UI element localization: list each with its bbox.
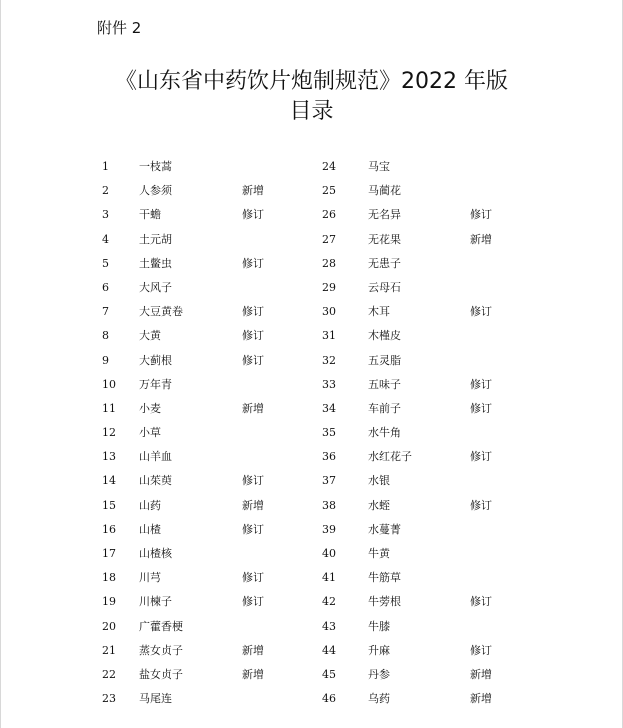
entry-number: 18 [102, 571, 116, 585]
medicine-name: 五味子 [368, 377, 401, 391]
table-row [1, 324, 623, 348]
entry-status: 新增 [242, 667, 264, 681]
entry-status: 新增 [470, 667, 492, 681]
entry-number: 10 [102, 377, 116, 391]
entry-number: 25 [322, 184, 336, 198]
entry-status: 修订 [470, 377, 492, 391]
entry-status: 修订 [470, 498, 492, 512]
entry-number: 24 [322, 160, 336, 173]
entry-status: 修订 [242, 474, 264, 488]
entry-number: 5 [102, 256, 109, 270]
entry-status: 修订 [242, 353, 264, 367]
medicine-name: 蒸女贞子 [139, 643, 183, 657]
entry-status: 修订 [470, 305, 492, 319]
table-row [1, 397, 623, 421]
medicine-name: 大黄 [139, 329, 161, 343]
medicine-name: 牛蒡根 [368, 595, 401, 609]
medicine-name: 一枝蒿 [139, 160, 172, 173]
entry-number: 40 [322, 547, 336, 560]
entry-number: 1 [102, 160, 109, 173]
medicine-name: 水蔓菁 [368, 522, 401, 536]
table-row [1, 687, 623, 711]
table-row [1, 155, 623, 179]
document-subtitle: 目录 [289, 99, 334, 124]
entry-status: 新增 [242, 401, 264, 415]
entry-number: 11 [102, 401, 116, 415]
medicine-name: 山楂 [139, 522, 161, 536]
catalog-table [1, 155, 623, 711]
entry-number: 36 [322, 450, 336, 464]
medicine-name: 大豆黄卷 [139, 305, 183, 319]
table-row [1, 300, 623, 324]
entry-status: 修订 [242, 329, 264, 343]
entry-number: 12 [102, 426, 116, 440]
attachment-label: 附件 2 [97, 19, 142, 37]
entry-status: 新增 [470, 692, 492, 706]
table-row [1, 276, 623, 300]
entry-number: 16 [102, 522, 116, 536]
entry-number: 8 [102, 329, 109, 343]
table-row [1, 590, 623, 614]
entry-number: 44 [322, 643, 336, 657]
medicine-name: 水牛角 [368, 426, 401, 440]
entry-status: 修订 [242, 305, 264, 319]
table-row [1, 421, 623, 445]
entry-status: 修订 [242, 522, 264, 536]
entry-number: 29 [322, 280, 336, 294]
table-row [1, 179, 623, 203]
medicine-name: 干蟾 [139, 208, 161, 222]
entry-number: 4 [102, 232, 109, 246]
entry-status: 新增 [242, 498, 264, 512]
entry-status: 修订 [470, 643, 492, 657]
entry-number: 38 [322, 498, 336, 512]
entry-number: 41 [322, 571, 336, 585]
medicine-name: 云母石 [368, 280, 401, 294]
medicine-name: 山羊血 [139, 450, 172, 464]
medicine-name: 升麻 [368, 643, 390, 657]
entry-number: 2 [102, 184, 109, 198]
entry-number: 7 [102, 305, 109, 319]
table-row [1, 566, 623, 590]
document-title: 《山东省中药饮片炮制规范》2022 年版 [115, 69, 508, 94]
entry-number: 22 [102, 667, 116, 681]
entry-status: 修订 [242, 208, 264, 222]
medicine-name: 小麦 [139, 401, 161, 415]
entry-number: 26 [322, 208, 336, 222]
table-row [1, 615, 623, 639]
entry-status: 修订 [470, 208, 492, 222]
entry-status: 修订 [242, 571, 264, 585]
entry-number: 3 [102, 208, 109, 222]
entry-number: 14 [102, 474, 116, 488]
medicine-name: 大风子 [139, 280, 172, 294]
entry-status: 新增 [242, 184, 264, 198]
entry-number: 39 [322, 522, 336, 536]
medicine-name: 无花果 [368, 232, 401, 246]
medicine-name: 土鳖虫 [139, 256, 172, 270]
medicine-name: 无名异 [368, 208, 401, 222]
medicine-name: 川芎 [139, 571, 161, 585]
entry-status: 修订 [242, 595, 264, 609]
medicine-name: 水红花子 [368, 450, 412, 464]
medicine-name: 川楝子 [139, 595, 172, 609]
table-row [1, 542, 623, 566]
medicine-name: 万年青 [139, 377, 172, 391]
entry-number: 30 [322, 305, 336, 319]
entry-number: 34 [322, 401, 336, 415]
entry-number: 37 [322, 474, 336, 488]
medicine-name: 水蛭 [368, 498, 390, 512]
medicine-name: 牛膝 [368, 619, 390, 633]
table-row [1, 203, 623, 227]
table-row [1, 445, 623, 469]
entry-number: 21 [102, 643, 116, 657]
entry-number: 32 [322, 353, 336, 367]
medicine-name: 木槿皮 [368, 329, 401, 343]
medicine-name: 小草 [139, 426, 161, 440]
entry-number: 6 [102, 280, 109, 294]
entry-number: 31 [322, 329, 336, 343]
entry-number: 27 [322, 232, 336, 246]
entry-number: 46 [322, 692, 336, 706]
medicine-name: 牛筋草 [368, 571, 401, 585]
table-row [1, 663, 623, 687]
medicine-name: 马蔺花 [368, 184, 401, 198]
table-row [1, 518, 623, 542]
entry-status: 修订 [470, 450, 492, 464]
table-row [1, 639, 623, 663]
table-row [1, 494, 623, 518]
medicine-name: 广藿香梗 [139, 619, 183, 633]
medicine-name: 山茱萸 [139, 474, 172, 488]
medicine-name: 大蓟根 [139, 353, 172, 367]
medicine-name: 人参须 [139, 184, 172, 198]
entry-status: 修订 [470, 595, 492, 609]
medicine-name: 山药 [139, 498, 161, 512]
entry-number: 42 [322, 595, 336, 609]
medicine-name: 马尾连 [139, 692, 172, 706]
medicine-name: 马宝 [368, 160, 390, 173]
medicine-name: 车前子 [368, 401, 401, 415]
entry-number: 28 [322, 256, 336, 270]
entry-status: 修订 [470, 401, 492, 415]
table-row [1, 252, 623, 276]
entry-number: 45 [322, 667, 336, 681]
entry-number: 9 [102, 353, 109, 367]
table-row [1, 373, 623, 397]
entry-number: 43 [322, 619, 336, 633]
entry-number: 13 [102, 450, 116, 464]
medicine-name: 无患子 [368, 256, 401, 270]
entry-number: 33 [322, 377, 336, 391]
medicine-name: 牛黄 [368, 547, 390, 560]
entry-number: 23 [102, 692, 116, 706]
medicine-name: 五灵脂 [368, 353, 401, 367]
entry-number: 15 [102, 498, 116, 512]
table-row [1, 469, 623, 493]
entry-status: 新增 [242, 643, 264, 657]
entry-status: 新增 [470, 232, 492, 246]
medicine-name: 丹参 [368, 667, 390, 681]
medicine-name: 木耳 [368, 305, 390, 319]
medicine-name: 山楂核 [139, 547, 172, 560]
table-row [1, 349, 623, 373]
entry-number: 20 [102, 619, 116, 633]
entry-number: 35 [322, 426, 336, 440]
medicine-name: 乌药 [368, 692, 390, 706]
medicine-name: 土元胡 [139, 232, 172, 246]
medicine-name: 水银 [368, 474, 390, 488]
table-row [1, 228, 623, 252]
medicine-name: 盐女贞子 [139, 667, 183, 681]
entry-number: 17 [102, 547, 116, 560]
entry-status: 修订 [242, 256, 264, 270]
entry-number: 19 [102, 595, 116, 609]
